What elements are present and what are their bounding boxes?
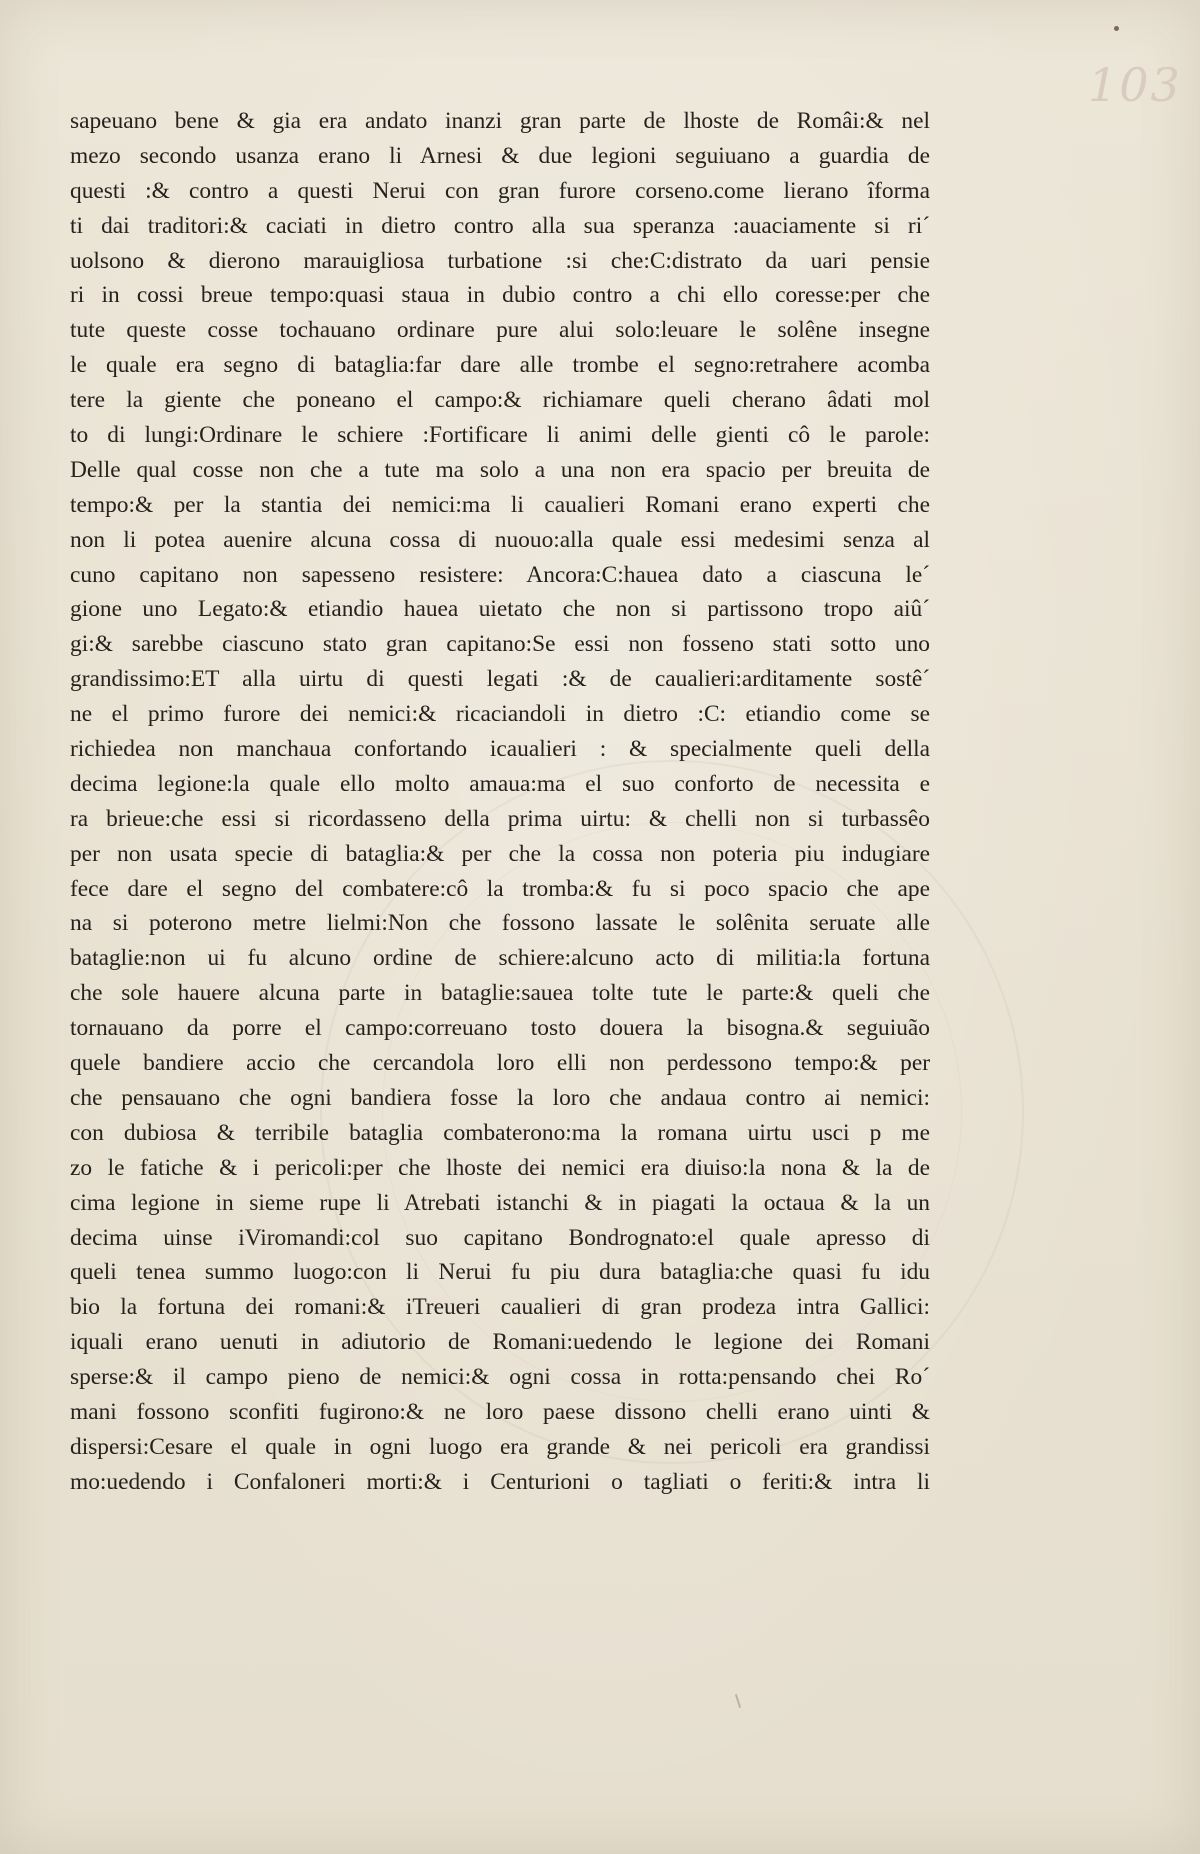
text-line: non li potea auenire alcuna cossa di nuouo:alla quale essi medesimi senza al: [70, 526, 930, 553]
text-line: tute queste cosse tochauano ordinare pure alui solo:leuare le solêne insegne: [70, 317, 930, 344]
text-line: mani fossono sconfiti fugirono:& ne loro paese dissono chelli erano uinti &: [70, 1398, 930, 1425]
text-line: zo le fatiche & i pericoli:per che lhoste dei nemici era diuiso:la nona & la de: [70, 1154, 930, 1181]
text-line: tempo:& per la stantia dei nemici:ma li caualieri Romani erano experti che: [70, 491, 930, 518]
text-line: che pensauano che ogni bandiera fosse la loro che andaua contro ai nemici:: [70, 1084, 930, 1111]
text-line: bataglie:non ui fu alcuno ordine de schiere:alcuno acto di militia:la fortuna: [70, 945, 930, 972]
text-line: uolsono & dierono marauigliosa turbatione :si che:C:distrato da uari pensie: [70, 247, 930, 274]
text-line: to di lungi:Ordinare le schiere :Fortificare li animi delle gienti cô le parole:: [70, 422, 930, 449]
text-line: Delle qual cosse non che a tute ma solo a una non era spacio per breuita de: [70, 456, 930, 483]
text-line: ti dai traditori:& caciati in dietro contro alla sua speranza :auaciamente si ri´: [70, 212, 930, 239]
text-line: decima uinse iViromandi:col suo capitano Bondrognato:el quale apresso di: [70, 1224, 930, 1251]
text-line: gione uno Legato:& etiandio hauea uietato che non si partissono tropo aiû´: [70, 596, 930, 623]
text-line: fece dare el segno del combatere:cô la tromba:& fu si poco spacio che ape: [70, 875, 930, 902]
text-line: mo:uedendo i Confaloneri morti:& i Centurioni o tagliati o feriti:& intra li: [70, 1468, 930, 1495]
ink-spot: [1114, 26, 1119, 31]
text-line: tornauano da porre el campo:correuano tosto douera la bisogna.& seguiuão: [70, 1015, 930, 1042]
folio-number: 103: [1088, 58, 1182, 112]
text-line: gi:& sarebbe ciascuno stato gran capitano:Se essi non fosseno stati sotto uno: [70, 631, 930, 658]
text-line: iquali erano uenuti in adiutorio de Romani:uedendo le legione dei Romani: [70, 1329, 930, 1356]
text-block: [70, 104, 930, 1500]
text-line: sapeuano bene & gia era andato inanzi gran parte de lhoste de Româi:& nel: [70, 108, 930, 134]
text-line: con dubiosa & terribile bataglia combaterono:ma la romana uirtu usci p me: [70, 1119, 930, 1146]
text-line: na si poterono metre lielmi:Non che fossono lassate le solênita seruate alle: [70, 910, 930, 937]
text-line: quele bandiere accio che cercandola loro elli non perdessono tempo:& per: [70, 1050, 930, 1077]
paper-mark: [735, 1694, 741, 1708]
text-line: cima legione in sieme rupe li Atrebati istanchi & in piagati la octaua & la un: [70, 1189, 930, 1216]
text-line: sperse:& il campo pieno de nemici:& ogni cossa in rotta:pensando chei Ro´: [70, 1364, 930, 1391]
text-line: dispersi:Cesare el quale in ogni luogo era grande & nei pericoli era grandissi: [70, 1433, 930, 1460]
text-line: cuno capitano non sapesseno resistere: Ancora:C:hauea dato a ciascuna le´: [70, 561, 930, 588]
text-line: questi :& contro a questi Nerui con gran furore corseno.come lierano îforma: [70, 177, 930, 204]
text-line: grandissimo:ET alla uirtu di questi legati :& de caualieri:arditamente sostê´: [70, 666, 930, 693]
text-line: le quale era segno di bataglia:far dare alle trombe el segno:retrahere acomba: [70, 352, 930, 379]
text-line: ne el primo furore dei nemici:& ricaciandoli in dietro :C: etiandio come se: [70, 701, 930, 728]
text-line: decima legione:la quale ello molto amaua:ma el suo conforto de necessita e: [70, 770, 930, 797]
text-line: richiedea non manchaua confortando icaualieri : & specialmente queli della: [70, 736, 930, 763]
text-line: che sole hauere alcuna parte in bataglie:sauea tolte tute le parte:& queli che: [70, 980, 930, 1007]
text-line: queli tenea summo luogo:con li Nerui fu piu dura bataglia:che quasi fu idu: [70, 1259, 930, 1286]
text-line: mezo secondo usanza erano li Arnesi & due legioni seguiuano a guardia de: [70, 142, 930, 169]
text-line: tere la giente che poneano el campo:& richiamare queli cherano âdati mol: [70, 387, 930, 414]
text-line: ri in cossi breue tempo:quasi staua in dubio contro a chi ello coresse:per che: [70, 282, 930, 309]
text-line: bio la fortuna dei romani:& iTreueri caualieri di gran prodeza intra Gallici:: [70, 1294, 930, 1321]
text-line: per non usata specie di bataglia:& per che la cossa non poteria piu indugiare: [70, 840, 930, 867]
text-line: ra brieue:che essi si ricordasseno della prima uirtu: & chelli non si turbassêo: [70, 805, 930, 832]
